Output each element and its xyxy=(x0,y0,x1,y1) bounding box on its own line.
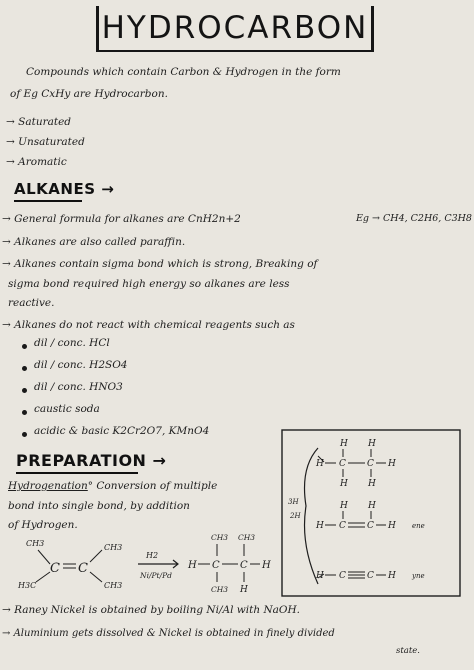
hydrogenation-line-2: bond into single bond, by addition xyxy=(8,500,190,512)
hydrogen-count-3h: 3H xyxy=(288,498,299,506)
reagent-dichromate: acidic & basic K2Cr2O7, KMnO4 xyxy=(34,425,210,437)
hydrogenation-line-3: of Hydrogen. xyxy=(8,519,78,531)
reactant-carbon-left: C xyxy=(50,561,60,576)
reactant-ch3-top-right: CH3 xyxy=(104,543,123,552)
hydrogenation-line-1: Hydrogenation° Conversion of multiple xyxy=(8,480,218,492)
product-carbon-right: C xyxy=(240,560,248,571)
alkanes-paraffin-line: → Alkanes are also called paraffin. xyxy=(2,236,186,248)
reagent-hno3: dil / conc. HNO3 xyxy=(34,381,123,393)
ethane-h-bottom-1: H xyxy=(340,479,348,489)
alkanes-react-line: → Alkanes do not react with chemical reagents such as xyxy=(2,319,295,331)
ethene-carbon-2: C xyxy=(367,521,374,531)
product-ch3-upper-right: CH3 xyxy=(238,533,256,542)
alkanes-sigma-line-1: → Alkanes contain sigma bond which is strong, Breaking of xyxy=(2,258,318,270)
ethane-carbon-2: C xyxy=(367,459,374,469)
type-saturated: → Saturated xyxy=(6,116,72,128)
product-carbon-left: C xyxy=(212,560,220,571)
product-ch3-upper-left: CH3 xyxy=(211,533,229,542)
ethene-h-right: H xyxy=(388,521,396,531)
ethene-h-left: H xyxy=(316,521,324,531)
alkanes-sigma-line-3: reactive. xyxy=(8,297,55,309)
product-ch3-lower-left: CH3 xyxy=(211,585,229,594)
reagent-hcl: dil / conc. HCl xyxy=(34,337,110,349)
intro-line-2: of Eg CxHy are Hydrocarbon. xyxy=(10,88,168,100)
alkanes-heading: ALKANES → xyxy=(14,180,115,198)
hydrocarbon-structures-box xyxy=(278,426,464,600)
reactant-h3c-bottom-left: H3C xyxy=(18,581,37,590)
hydrogen-count-2h: 2H xyxy=(290,512,301,520)
ethene-h-top-1: H xyxy=(340,501,348,511)
alkanes-examples: Eg → CH4, C2H6, C3H8 xyxy=(356,213,472,224)
preparation-heading: PREPARATION → xyxy=(16,451,167,470)
yne-label: yne xyxy=(412,572,425,580)
reaction-reagent-h2: H2 xyxy=(146,551,159,560)
product-h-lower-right: H xyxy=(240,585,248,595)
product-h-right: H xyxy=(262,560,271,571)
ethyne-h-left: H xyxy=(316,571,324,581)
aluminium-line: → Aluminium gets dissolved & Nickel is obtained in finely divided xyxy=(2,628,335,639)
alkanes-formula-line: → General formula for alkanes are CnH2n+2 xyxy=(2,213,241,225)
ene-label: ene xyxy=(412,522,425,530)
alkanes-sigma-line-2: sigma bond required high energy so alkanes are less xyxy=(8,278,290,290)
hydrogenation-reaction xyxy=(0,528,274,600)
bullet-dot xyxy=(22,366,27,371)
ethyne-carbon-1: C xyxy=(339,571,346,581)
ethane-carbon-1: C xyxy=(339,459,346,469)
alkanes-heading-underline xyxy=(14,200,82,202)
reaction-catalyst: Ni/Pt/Pd xyxy=(140,571,172,580)
bullet-dot xyxy=(22,432,27,437)
bullet-dot xyxy=(22,344,27,349)
ethene-carbon-1: C xyxy=(339,521,346,531)
reagent-caustic-soda: caustic soda xyxy=(34,403,100,415)
ethene-h-top-2: H xyxy=(368,501,376,511)
reactant-ch3-top-left: CH3 xyxy=(26,539,45,548)
ethyne-h-right: H xyxy=(388,571,396,581)
product-h-left: H xyxy=(188,560,197,571)
type-aromatic: → Aromatic xyxy=(6,156,67,168)
title-box xyxy=(96,6,374,52)
ethyne-carbon-2: C xyxy=(367,571,374,581)
reactant-carbon-right: C xyxy=(78,561,88,576)
aluminium-line-state: state. xyxy=(396,646,420,656)
intro-line-1: Compounds which contain Carbon & Hydrogen in the form xyxy=(26,66,341,78)
reagent-h2so4: dil / conc. H2SO4 xyxy=(34,359,128,371)
ethane-h-top-1: H xyxy=(340,439,348,449)
ethane-h-top-2: H xyxy=(368,439,376,449)
type-unsaturated: → Unsaturated xyxy=(6,136,85,148)
ethane-h-bottom-2: H xyxy=(368,479,376,489)
raney-nickel-line: → Raney Nickel is obtained by boiling Ni/Al with NaOH. xyxy=(2,604,300,616)
preparation-heading-underline xyxy=(16,472,138,474)
bullet-dot xyxy=(22,388,27,393)
ethane-h-right: H xyxy=(388,459,396,469)
reactant-ch3-bottom-right: CH3 xyxy=(104,581,123,590)
page-title: HYDROCARBON xyxy=(101,10,369,46)
bullet-dot xyxy=(22,410,27,415)
ethane-h-left: H xyxy=(316,459,324,469)
